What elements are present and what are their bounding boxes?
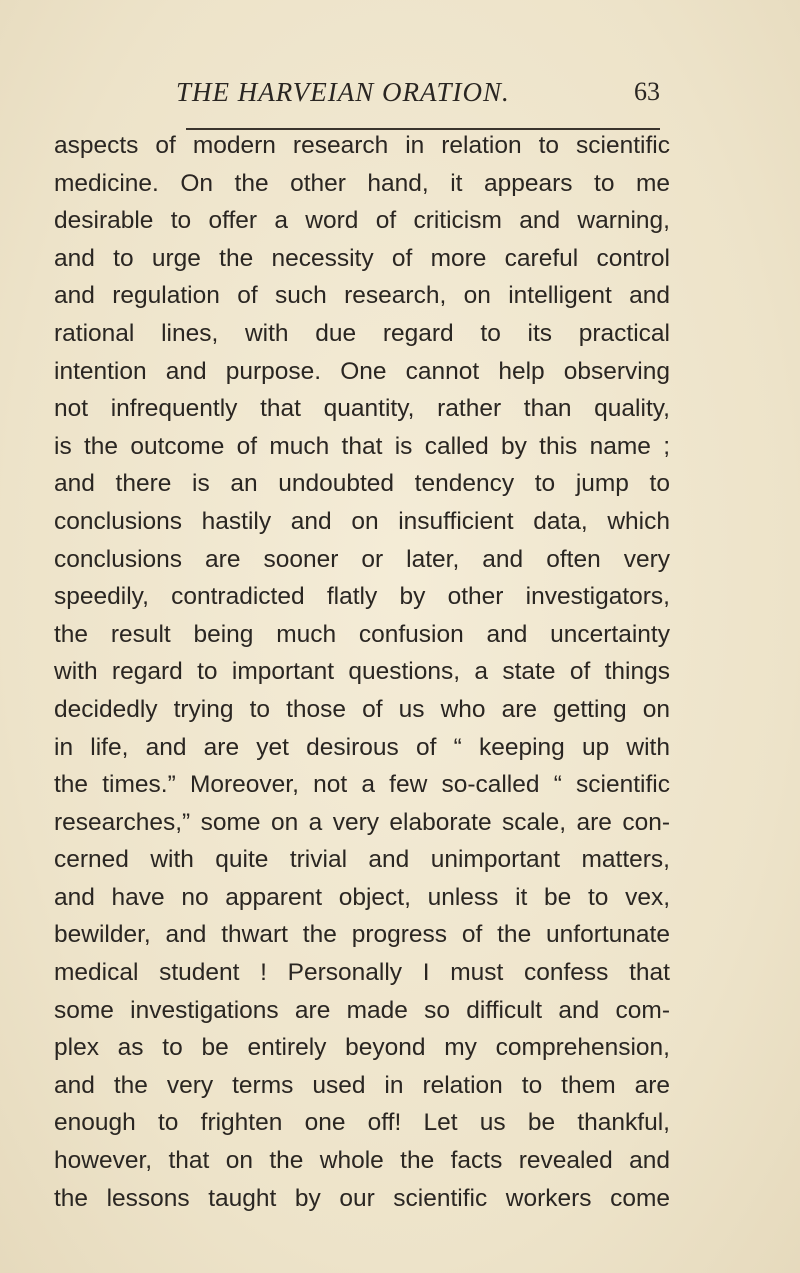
text-line: and there is an undoubted tendency to jump to: [54, 470, 670, 498]
text-line: rational lines, with due regard to its practical: [54, 319, 670, 347]
text-line: speedily, contradicted flatly by other investigators,: [54, 583, 670, 611]
text-line: some investigations are made so difficult and com-: [54, 996, 670, 1024]
text-line: bewilder, and thwart the progress of the unfortunate: [54, 921, 670, 949]
text-line: and to urge the necessity of more careful control: [54, 244, 670, 272]
text-line: the result being much confusion and uncertainty: [54, 620, 670, 648]
text-line: researches,” some on a very elaborate scale, are con-: [54, 808, 670, 836]
text-line: the lessons taught by our scientific workers come: [54, 1184, 670, 1212]
text-line: is the outcome of much that is called by this name ;: [54, 432, 670, 460]
text-line: and regulation of such research, on intelligent and: [54, 282, 670, 310]
text-line: however, that on the whole the facts revealed and: [54, 1147, 670, 1175]
text-line: desirable to offer a word of criticism and warning,: [54, 207, 670, 235]
text-line: decidedly trying to those of us who are getting on: [54, 695, 670, 723]
running-head-title: THE HARVEIAN ORATION.: [176, 77, 510, 107]
text-line: conclusions are sooner or later, and often very: [54, 545, 670, 573]
text-line: aspects of modern research in relation to scientific: [54, 132, 670, 159]
text-line: cerned with quite trivial and unimportant matters,: [54, 846, 670, 874]
text-line: medical student ! Personally I must confess that: [54, 959, 670, 987]
text-line: and have no apparent object, unless it be to vex,: [54, 883, 670, 911]
body-text: [54, 127, 670, 1217]
running-head: [168, 76, 660, 116]
text-line: intention and purpose. One cannot help observing: [54, 357, 670, 385]
text-line: the times.” Moreover, not a few so-called “ scientific: [54, 771, 670, 799]
text-line: medicine. On the other hand, it appears to me: [54, 169, 670, 197]
text-line: not infrequently that quantity, rather than quality,: [54, 395, 670, 423]
text-line: and the very terms used in relation to them are: [54, 1071, 670, 1099]
text-line: with regard to important questions, a state of things: [54, 658, 670, 686]
text-line: enough to frighten one off! Let us be thankful,: [54, 1109, 670, 1137]
page-number: 63: [634, 77, 660, 106]
text-line: conclusions hastily and on insufficient data, which: [54, 507, 670, 535]
text-line: plex as to be entirely beyond my comprehension,: [54, 1034, 670, 1062]
text-line: in life, and are yet desirous of “ keeping up with: [54, 733, 670, 761]
